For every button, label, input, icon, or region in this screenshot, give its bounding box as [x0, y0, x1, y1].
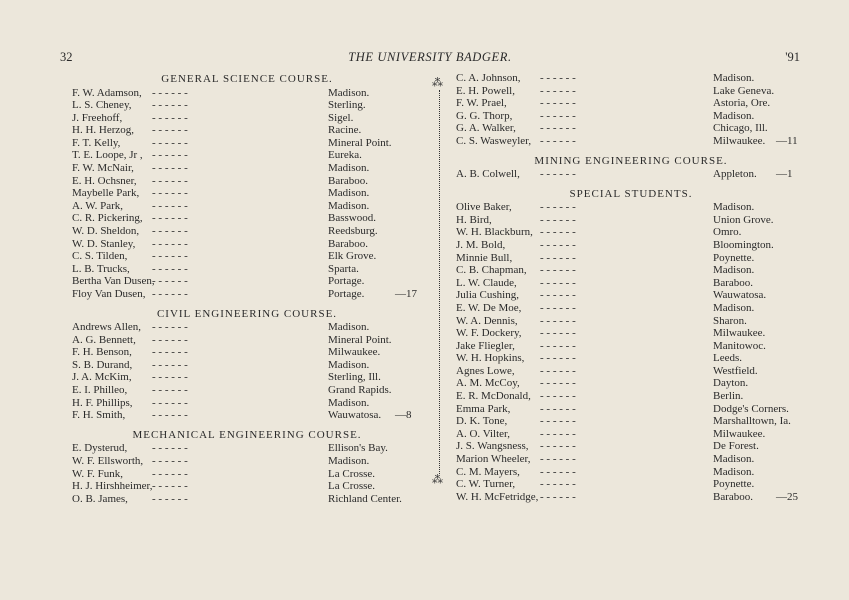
- student-row: [456, 168, 806, 181]
- student-town: Milwaukee.: [713, 134, 766, 147]
- student-row: [456, 85, 806, 98]
- student-row: [456, 252, 806, 265]
- student-name: W. H. Hopkins,: [456, 352, 525, 365]
- course-section: [456, 187, 806, 504]
- student-row: [72, 175, 422, 188]
- student-row: [72, 359, 422, 372]
- dot-leader: - - - - - -: [540, 276, 576, 289]
- dot-leader: - - - - - -: [540, 390, 576, 403]
- student-row: [456, 264, 806, 277]
- student-name: Emma Park,: [456, 402, 511, 415]
- student-town: Sparta.: [328, 262, 359, 275]
- dot-leader: - - - - - -: [152, 396, 188, 409]
- section-heading: MINING ENGINEERING COURSE.: [534, 154, 728, 167]
- dot-leader: - - - - - -: [540, 289, 576, 302]
- section-heading: CIVIL ENGINEERING COURSE.: [156, 307, 338, 320]
- dot-leader: - - - - - -: [152, 454, 188, 467]
- dot-leader: - - - - - -: [540, 440, 576, 453]
- student-town: Madison.: [328, 162, 370, 175]
- dot-leader: - - - - - -: [540, 490, 576, 503]
- section-heading: GENERAL SCIENCE COURSE.: [161, 73, 333, 85]
- dot-leader: - - - - - -: [152, 442, 188, 455]
- dot-leader: - - - - - -: [540, 465, 576, 478]
- student-town: Berlin.: [713, 390, 744, 403]
- student-row: [72, 442, 422, 455]
- student-name: Floy Van Dusen,: [72, 288, 146, 300]
- student-row: [72, 149, 422, 162]
- student-row: [72, 212, 422, 225]
- page-number: 32: [60, 50, 73, 64]
- dot-leader: - - - - - -: [152, 212, 188, 225]
- running-title: THE UNIVERSITY BADGER.: [348, 50, 512, 64]
- dot-leader: - - - - - -: [540, 453, 576, 466]
- student-row: [456, 97, 806, 110]
- student-town: Madison.: [328, 358, 370, 371]
- student-name: W. F. Ellsworth,: [72, 454, 144, 467]
- section-heading: MECHANICAL ENGINEERING COURSE.: [132, 428, 362, 441]
- student-row: [72, 238, 422, 251]
- student-name: H. Bird,: [456, 213, 492, 226]
- student-name: D. K. Tone,: [456, 415, 508, 428]
- dot-leader: - - - - - -: [540, 339, 576, 352]
- student-row: [72, 263, 422, 276]
- student-name: Minnie Bull,: [456, 251, 513, 264]
- student-row: [72, 112, 422, 125]
- course-section: [72, 307, 422, 422]
- student-name: C. B. Chapman,: [456, 264, 527, 277]
- student-town: Chicago, Ill.: [713, 122, 768, 135]
- student-name: A. G. Bennett,: [72, 333, 136, 346]
- dot-leader: - - - - - -: [152, 124, 188, 137]
- dot-leader: - - - - - -: [540, 251, 576, 264]
- student-town: Marshalltown, Ia.: [713, 415, 791, 428]
- student-name: G. A. Walker,: [456, 122, 516, 135]
- student-row: [456, 201, 806, 214]
- student-row: [72, 346, 422, 359]
- student-row: [456, 390, 806, 403]
- student-name: O. B. James,: [72, 492, 128, 505]
- student-row: [456, 226, 806, 239]
- student-name: Olive Baker,: [456, 201, 512, 214]
- section-total: —17: [395, 288, 417, 300]
- dot-leader: - - - - - -: [152, 149, 188, 162]
- section-total: —11: [776, 134, 798, 147]
- student-town: Reedsburg.: [328, 225, 378, 238]
- student-row: [72, 493, 422, 506]
- student-name: A. M. McCoy,: [456, 377, 520, 390]
- dot-leader: - - - - - -: [540, 109, 576, 122]
- student-row: [456, 466, 806, 479]
- student-name: F. T. Kelly,: [72, 136, 121, 149]
- student-name: G. G. Thorp,: [456, 109, 513, 122]
- dot-leader: - - - - - -: [540, 427, 576, 440]
- dot-leader: - - - - - -: [152, 275, 188, 288]
- student-town: Elk Grove.: [328, 250, 377, 263]
- student-name: Agnes Lowe,: [456, 364, 515, 377]
- right-column: [456, 72, 806, 509]
- dot-leader: - - - - - -: [540, 314, 576, 327]
- student-name: W. F. Funk,: [72, 467, 123, 480]
- student-name: C. W. Turner,: [456, 478, 516, 491]
- student-row: [72, 384, 422, 397]
- student-row: [72, 99, 422, 112]
- student-row: [456, 403, 806, 416]
- student-name: E. W. De Moe,: [456, 301, 522, 314]
- column-divider: [432, 77, 444, 486]
- student-name: J. A. McKim,: [72, 371, 132, 384]
- student-town: Sterling.: [328, 99, 366, 112]
- dot-leader: - - - - - -: [540, 402, 576, 415]
- student-town: Portage.: [328, 275, 365, 288]
- student-town: Sigel.: [328, 111, 354, 124]
- dot-leader: - - - - - -: [540, 377, 576, 390]
- student-town: Baraboo.: [713, 490, 754, 503]
- dot-leader: - - - - - -: [540, 415, 576, 428]
- student-name: H. H. Herzog,: [72, 124, 135, 137]
- student-name: W. A. Dennis,: [456, 314, 518, 327]
- student-row: [72, 250, 422, 263]
- dot-leader: - - - - - -: [152, 99, 188, 112]
- dot-leader: - - - - - -: [540, 352, 576, 365]
- student-row: [456, 122, 806, 135]
- student-name: L. W. Claude,: [456, 276, 517, 289]
- student-name: J. M. Bold,: [456, 238, 506, 251]
- student-town: Milwaukee.: [713, 427, 766, 440]
- dot-leader: - - - - - -: [152, 187, 188, 200]
- student-name: F. W. McNair,: [72, 162, 134, 175]
- student-name: Andrews Allen,: [72, 321, 142, 334]
- student-name: Maybelle Park,: [72, 187, 140, 200]
- student-town: Baraboo.: [713, 276, 754, 289]
- student-row: [456, 440, 806, 453]
- student-town: Madison.: [328, 199, 370, 212]
- student-name: E. H. Ochsner,: [72, 174, 137, 187]
- dot-leader: - - - - - -: [540, 264, 576, 277]
- dot-leader: - - - - - -: [152, 250, 188, 263]
- dot-leader: - - - - - -: [540, 238, 576, 251]
- student-town: Westfield.: [713, 364, 758, 377]
- student-name: C. S. Tilden,: [72, 250, 128, 263]
- student-name: Bertha Van Dusen,: [72, 275, 155, 288]
- dot-leader: - - - - - -: [152, 174, 188, 187]
- student-name: L. S. Cheney,: [72, 99, 132, 112]
- student-row: [456, 214, 806, 227]
- course-section: [72, 428, 422, 505]
- student-row: [72, 371, 422, 384]
- dot-leader: - - - - - -: [152, 136, 188, 149]
- student-town: Mineral Point.: [328, 136, 392, 149]
- student-town: Sharon.: [713, 314, 747, 327]
- student-name: C. S. Wasweyler,: [456, 134, 532, 147]
- left-column: [72, 72, 422, 511]
- student-row: [456, 365, 806, 378]
- student-name: W. D. Stanley,: [72, 237, 136, 250]
- dot-leader: - - - - - -: [152, 346, 188, 359]
- student-name: A. B. Colwell,: [456, 168, 520, 181]
- dot-leader: - - - - - -: [152, 480, 188, 493]
- student-name: J. Freehoff,: [72, 111, 123, 124]
- student-town: Lake Geneva.: [713, 84, 775, 97]
- student-row: [72, 162, 422, 175]
- student-town: Ellison's Bay.: [328, 442, 388, 455]
- page-year: '91: [785, 50, 800, 64]
- student-row: [456, 110, 806, 123]
- student-town: Madison.: [713, 264, 755, 277]
- student-name: C. M. Mayers,: [456, 465, 520, 478]
- student-name: A. O. Vilter,: [456, 427, 510, 440]
- dot-leader: - - - - - -: [152, 384, 188, 397]
- student-town: Sterling, Ill.: [328, 371, 381, 384]
- student-row: [456, 289, 806, 302]
- student-town: Basswood.: [328, 212, 376, 225]
- student-name: A. W. Park,: [72, 199, 124, 212]
- student-row: [456, 315, 806, 328]
- student-name: C. R. Pickering,: [72, 212, 143, 225]
- student-name: F. W. Adamson,: [72, 86, 142, 99]
- student-town: La Crosse.: [328, 480, 376, 493]
- student-town: Wauwatosa.: [713, 289, 767, 302]
- student-town: Baraboo.: [328, 237, 369, 250]
- student-town: Bloomington.: [713, 238, 774, 251]
- dot-leader: - - - - - -: [540, 168, 576, 181]
- student-row: [72, 468, 422, 481]
- student-name: F. H. Benson,: [72, 346, 132, 359]
- dot-leader: - - - - - -: [540, 364, 576, 377]
- student-town: Madison.: [713, 109, 755, 122]
- student-town: Wauwatosa.: [328, 409, 382, 422]
- dot-leader: - - - - - -: [540, 301, 576, 314]
- student-town: Appleton.: [713, 168, 757, 181]
- student-name: H. J. Hirshheimer,: [72, 480, 153, 493]
- student-town: Racine.: [328, 124, 362, 137]
- student-row: [456, 377, 806, 390]
- section-gap: [456, 503, 806, 509]
- student-town: De Forest.: [713, 440, 759, 453]
- student-row: [72, 334, 422, 347]
- student-name: W. H. Blackburn,: [456, 226, 533, 239]
- dot-leader: - - - - - -: [540, 201, 576, 214]
- student-row: [72, 137, 422, 150]
- student-town: Milwaukee.: [713, 327, 766, 340]
- student-row: [456, 302, 806, 315]
- dot-leader: - - - - - -: [152, 237, 188, 250]
- section-total: —25: [776, 490, 798, 503]
- student-row: [456, 135, 806, 148]
- dot-leader: - - - - - -: [152, 492, 188, 505]
- dot-leader: - - - - - -: [152, 409, 188, 422]
- student-name: Marion Wheeler,: [456, 453, 531, 466]
- student-town: Madison.: [328, 454, 370, 467]
- student-name: H. F. Phillips,: [72, 396, 133, 409]
- bottom-ornament-icon: ⁂: [432, 474, 443, 486]
- student-name: E. H. Powell,: [456, 84, 515, 97]
- student-town: Manitowoc.: [713, 339, 766, 352]
- student-row: [456, 239, 806, 252]
- student-town: La Crosse.: [328, 467, 376, 480]
- dot-leader: - - - - - -: [152, 467, 188, 480]
- student-town: Madison.: [713, 453, 755, 466]
- student-row: [456, 491, 806, 504]
- dot-leader: - - - - - -: [540, 478, 576, 491]
- student-row: [456, 340, 806, 353]
- dot-leader: - - - - - -: [540, 84, 576, 97]
- student-town: Dayton.: [713, 377, 749, 390]
- student-town: Madison.: [328, 86, 370, 99]
- course-section: [456, 72, 806, 148]
- student-town: Eureka.: [328, 149, 362, 162]
- student-town: Union Grove.: [713, 213, 774, 226]
- student-row: [72, 187, 422, 200]
- student-name: Julia Cushing,: [456, 289, 519, 302]
- dot-leader: - - - - - -: [540, 72, 576, 84]
- dot-leader: - - - - - -: [540, 122, 576, 135]
- student-town: Portage.: [328, 288, 365, 300]
- student-name: W. D. Sheldon,: [72, 225, 140, 238]
- student-town: Baraboo.: [328, 174, 369, 187]
- dot-leader: - - - - - -: [152, 358, 188, 371]
- student-town: Milwaukee.: [328, 346, 381, 359]
- student-name: S. B. Durand,: [72, 358, 133, 371]
- section-gap: [72, 505, 422, 511]
- dot-leader: - - - - - -: [152, 199, 188, 212]
- student-row: [456, 453, 806, 466]
- student-row: [72, 480, 422, 493]
- dot-leader: - - - - - -: [152, 288, 188, 300]
- dot-leader: - - - - - -: [540, 213, 576, 226]
- student-row: [456, 478, 806, 491]
- dot-leader: - - - - - -: [540, 226, 576, 239]
- student-row: [456, 327, 806, 340]
- page-header: [60, 50, 800, 66]
- dot-leader: - - - - - -: [152, 333, 188, 346]
- student-town: Madison.: [328, 187, 370, 200]
- student-town: Dodge's Corners.: [713, 402, 789, 415]
- student-town: Madison.: [713, 201, 755, 214]
- dot-leader: - - - - - -: [152, 262, 188, 275]
- student-name: T. E. Loope, Jr ,: [72, 149, 143, 162]
- student-town: Madison.: [713, 72, 755, 84]
- student-name: F. W. Prael,: [456, 97, 507, 110]
- student-row: [72, 200, 422, 213]
- dot-leader: - - - - - -: [540, 134, 576, 147]
- student-name: J. S. Wangsness,: [456, 440, 529, 453]
- student-town: Madison.: [713, 465, 755, 478]
- student-town: Poynette.: [713, 478, 755, 491]
- dot-leader: - - - - - -: [152, 162, 188, 175]
- student-town: Poynette.: [713, 251, 755, 264]
- student-name: E. I. Philleo,: [72, 384, 128, 397]
- dot-leader: - - - - - -: [152, 86, 188, 99]
- dot-leader: - - - - - -: [152, 111, 188, 124]
- student-row: [72, 397, 422, 410]
- student-name: E. R. McDonald,: [456, 390, 531, 403]
- student-name: W. H. McFetridge,: [456, 490, 539, 503]
- student-row: [456, 415, 806, 428]
- student-row: [72, 321, 422, 334]
- dot-leader: - - - - - -: [152, 225, 188, 238]
- student-name: F. H. Smith,: [72, 409, 126, 422]
- student-name: L. B. Trucks,: [72, 262, 130, 275]
- student-town: Madison.: [328, 321, 370, 334]
- section-total: —8: [395, 409, 412, 422]
- student-town: Madison.: [328, 396, 370, 409]
- course-section: [456, 154, 806, 181]
- student-name: W. F. Dockery,: [456, 327, 522, 340]
- student-town: Astoria, Ore.: [713, 97, 771, 110]
- student-row: [456, 428, 806, 441]
- top-ornament-icon: ⁂: [432, 77, 443, 89]
- student-row: [72, 275, 422, 288]
- student-row: [72, 288, 422, 301]
- student-town: Madison.: [713, 301, 755, 314]
- dot-leader: - - - - - -: [540, 97, 576, 110]
- student-town: Omro.: [713, 226, 742, 239]
- student-row: [72, 124, 422, 137]
- dotted-rule: [439, 90, 441, 474]
- section-heading: SPECIAL STUDENTS.: [569, 187, 693, 200]
- section-total: —1: [776, 168, 793, 181]
- dot-leader: - - - - - -: [152, 321, 188, 334]
- student-town: Grand Rapids.: [328, 384, 392, 397]
- student-name: Jake Fliegler,: [456, 339, 515, 352]
- student-row: [456, 72, 806, 85]
- student-row: [72, 225, 422, 238]
- dot-leader: - - - - - -: [152, 371, 188, 384]
- student-name: E. Dysterud,: [72, 442, 128, 455]
- course-section: [72, 72, 422, 301]
- student-town: Mineral Point.: [328, 333, 392, 346]
- student-name: C. A. Johnson,: [456, 72, 521, 84]
- student-row: [456, 277, 806, 290]
- student-town: Leeds.: [713, 352, 743, 365]
- student-town: Richland Center.: [328, 492, 402, 505]
- student-row: [456, 352, 806, 365]
- student-row: [72, 87, 422, 100]
- student-row: [72, 409, 422, 422]
- dot-leader: - - - - - -: [540, 327, 576, 340]
- student-row: [72, 455, 422, 468]
